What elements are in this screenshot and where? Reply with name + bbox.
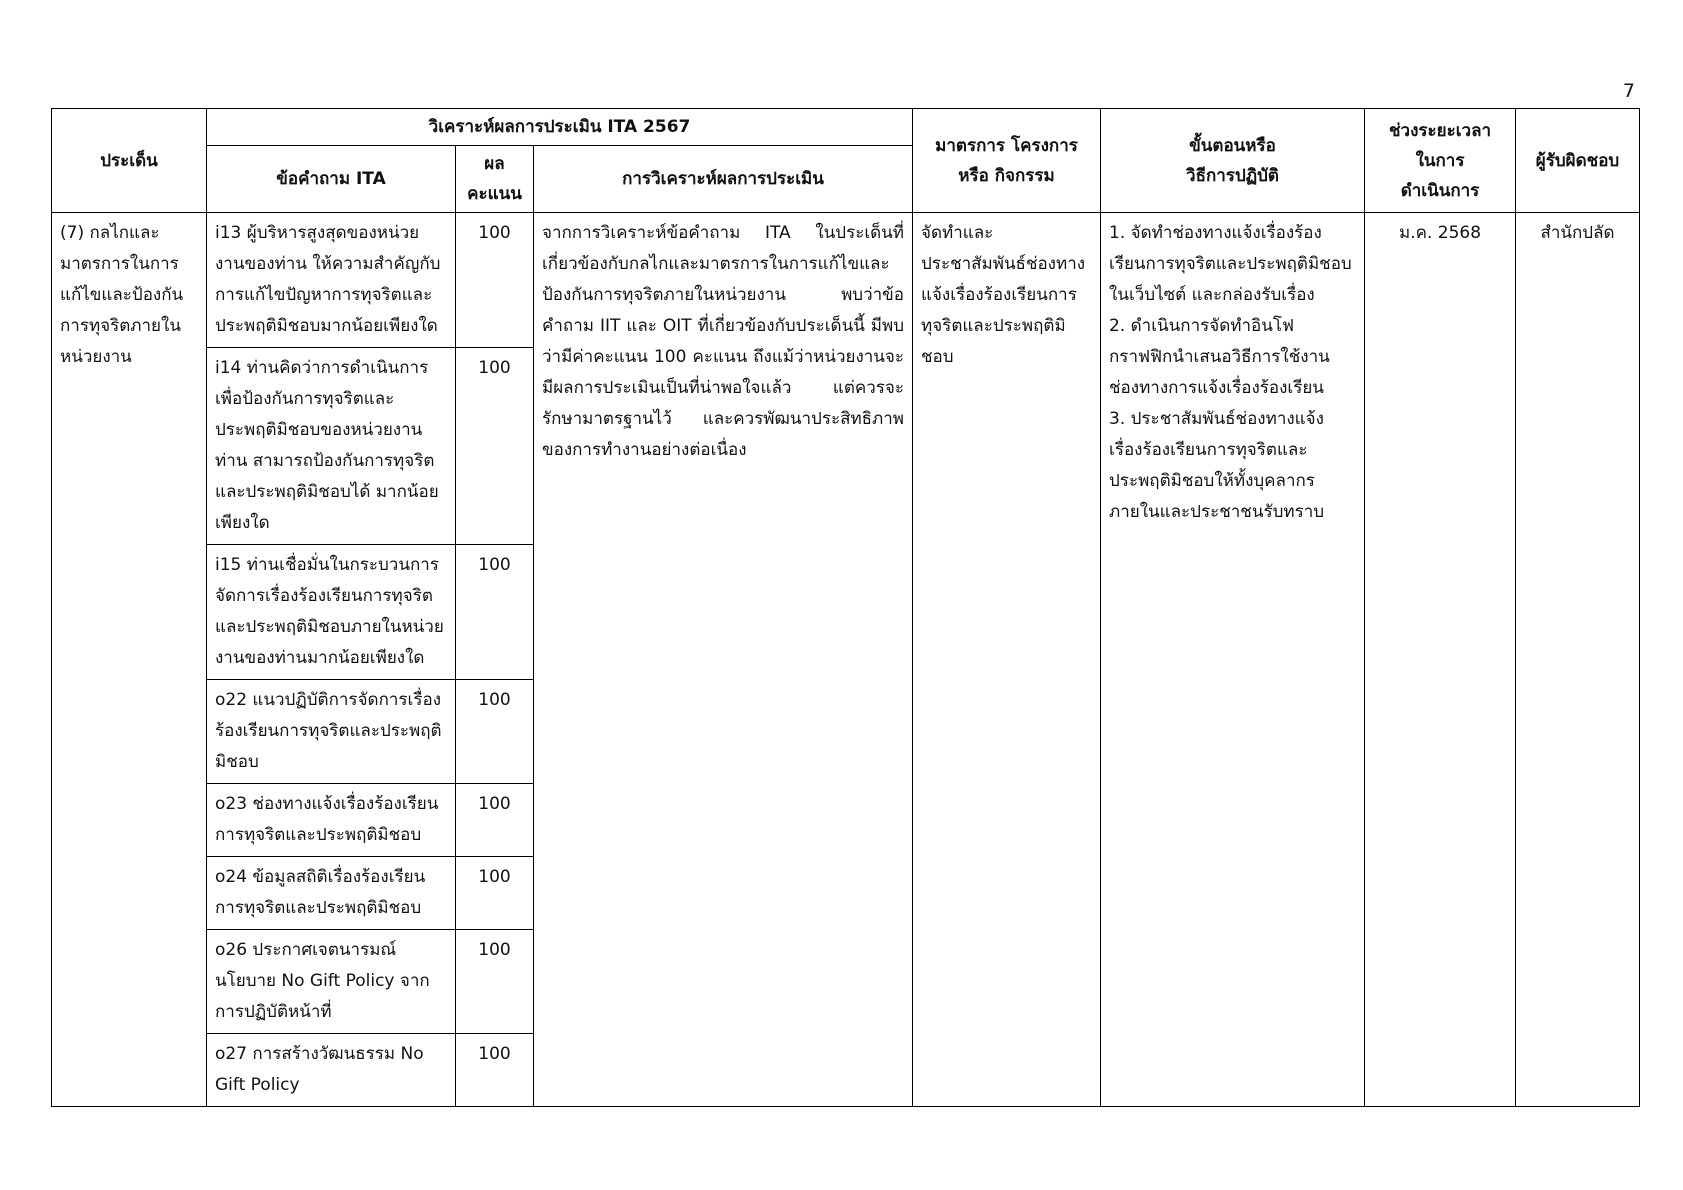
question-cell: o23 ช่องทางแจ้งเรื่องร้องเรียนการทุจริตและประพฤติมิชอบ [207, 784, 456, 857]
question-cell: i15 ท่านเชื่อมั่นในกระบวนการจัดการเรื่องร้องเรียนการทุจริตและประพฤติมิชอบภายในหน่วยงานของท่านมากน้อยเพียงใด [207, 545, 456, 680]
score-cell: 100 [456, 784, 534, 857]
score-cell: 100 [456, 1034, 534, 1107]
score-cell: 100 [456, 857, 534, 930]
score-cell: 100 [456, 680, 534, 784]
header-measure: มาตรการ โครงการ หรือ กิจกรรม [913, 109, 1101, 213]
analysis-cell: จากการวิเคราะห์ข้อคำถาม ITA ในประเด็นที่เกี่ยวข้องกับกลไกและมาตรการในการแก้ไขและป้องกันการทุจริตภายในหน่วยงาน พบว่าข้อคำถาม IIT และ OIT ที่เกี่ยวข้องกับประเด็นนี้ มีพบว่ามีค่าคะแนน 100 คะแนน ถึงแม้ว่าหน่วยงานจะมีผลการประเมินเป็นที่น่าพอใจแล้ว แต่ควรจะรักษามาตรฐานไว้ และควรพัฒนาประสิทธิภาพของการทำงานอย่างต่อเนื่อง [534, 213, 913, 1107]
table-row [52, 213, 1640, 348]
question-cell: o26 ประกาศเจตนารมณ์นโยบาย No Gift Policy จากการปฏิบัติหน้าที่ [207, 930, 456, 1034]
question-cell: o27 การสร้างวัฒนธรรม No Gift Policy [207, 1034, 456, 1107]
header-score: ผล คะแนน [456, 146, 534, 213]
score-cell: 100 [456, 213, 534, 348]
step-item: 3. ประชาสัมพันธ์ช่องทางแจ้งเรื่องร้องเรียนการทุจริตและประพฤติมิชอบให้ทั้งบุคลากรภายในและประชาชนรับทราบ [1109, 409, 1325, 522]
score-cell: 100 [456, 348, 534, 545]
header-analysis: การวิเคราะห์ผลการประเมิน [534, 146, 913, 213]
header-responsible: ผู้รับผิดชอบ [1516, 109, 1640, 213]
responsible-cell: สำนักปลัด [1516, 213, 1640, 1107]
score-cell: 100 [456, 930, 534, 1034]
action-plan-table [51, 108, 1640, 1107]
step-item: 2. ดำเนินการจัดทำอินโฟกราฟฟิกนำเสนอวิธีการใช้งานช่องทางการแจ้งเรื่องร้องเรียน [1109, 316, 1330, 398]
steps-cell [1101, 213, 1365, 1107]
issue-cell: (7) กลไกและมาตรการในการแก้ไขและป้องกันการทุจริตภายในหน่วยงาน [52, 213, 207, 1107]
page-number: 7 [1622, 80, 1635, 102]
question-cell: i14 ท่านคิดว่าการดำเนินการเพื่อป้องกันการทุจริตและประพฤติมิชอบของหน่วยงาน ท่าน สามารถป้องกันการทุจริตและประพฤติมิชอบได้ มากน้อยเพียงใด [207, 348, 456, 545]
header-question: ข้อคำถาม ITA [207, 146, 456, 213]
header-issue: ประเด็น [52, 109, 207, 213]
question-cell: o24 ข้อมูลสถิติเรื่องร้องเรียนการทุจริตและประพฤติมิชอบ [207, 857, 456, 930]
period-cell: ม.ค. 2568 [1365, 213, 1516, 1107]
question-cell: i13 ผู้บริหารสูงสุดของหน่วยงานของท่าน ให้ความสำคัญกับการแก้ไขปัญหาการทุจริตและประพฤติมิชอบมากน้อยเพียงใด [207, 213, 456, 348]
measure-cell: จัดทำและประชาสัมพันธ์ช่องทางแจ้งเรื่องร้องเรียนการทุจริตและประพฤติมิชอบ [913, 213, 1101, 1107]
header-period: ช่วงระยะเวลา ในการ ดำเนินการ [1365, 109, 1516, 213]
header-steps: ขั้นตอนหรือ วิธีการปฏิบัติ [1101, 109, 1365, 213]
step-item: 1. จัดทำช่องทางแจ้งเรื่องร้องเรียนการทุจริตและประพฤติมิชอบในเว็บไซต์ และกล่องรับเรื่อง [1109, 223, 1352, 305]
question-cell: o22 แนวปฏิบัติการจัดการเรื่องร้องเรียนการทุจริตและประพฤติมิชอบ [207, 680, 456, 784]
header-analysis-group: วิเคราะห์ผลการประเมิน ITA 2567 [207, 109, 913, 146]
score-cell: 100 [456, 545, 534, 680]
